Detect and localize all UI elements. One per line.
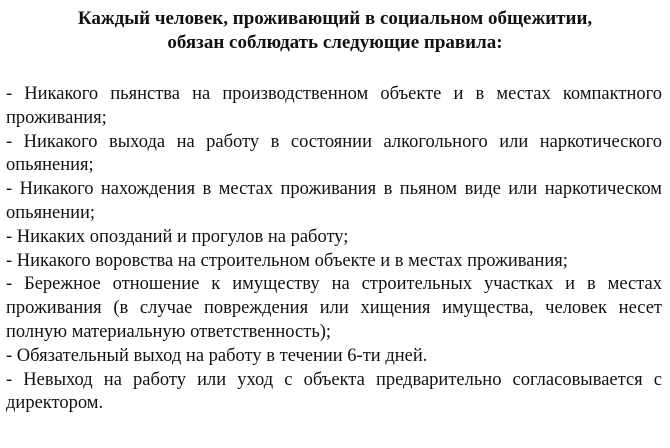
rule-item: - Никаких опозданий и прогулов на работу;: [6, 226, 349, 247]
rule-item: - Никакого воровства на строительном объекте и в местах проживания;: [6, 250, 568, 271]
rule-item: - Никакого пьянства на производственном объекте и в местах компактного проживания;: [6, 84, 662, 128]
rules-list: [6, 83, 662, 416]
rule-item: - Никакого нахождения в местах проживания в пьяном виде или наркотическом опьянении;: [6, 179, 662, 223]
rule-item: - Никакого выхода на работу в состоянии алкогольного или наркотического опьянения;: [6, 131, 662, 176]
document-title-line-2: обязан соблюдать следующие правила:: [167, 32, 503, 53]
rule-item: - Бережное отношение к имуществу на строительных участках и в местах проживания (в случае повреждения или хищения имущества, человек несет полную материальную ответственность);: [6, 274, 662, 342]
rule-item: - Невыход на работу или уход с объекта предварительно согласовывается с директором.: [6, 369, 662, 414]
rule-item: - Обязательный выход на работу в течении 6-ти дней.: [6, 345, 428, 366]
document-title-line-1: Каждый человек, проживающий в социальном общежитии,: [77, 8, 593, 29]
